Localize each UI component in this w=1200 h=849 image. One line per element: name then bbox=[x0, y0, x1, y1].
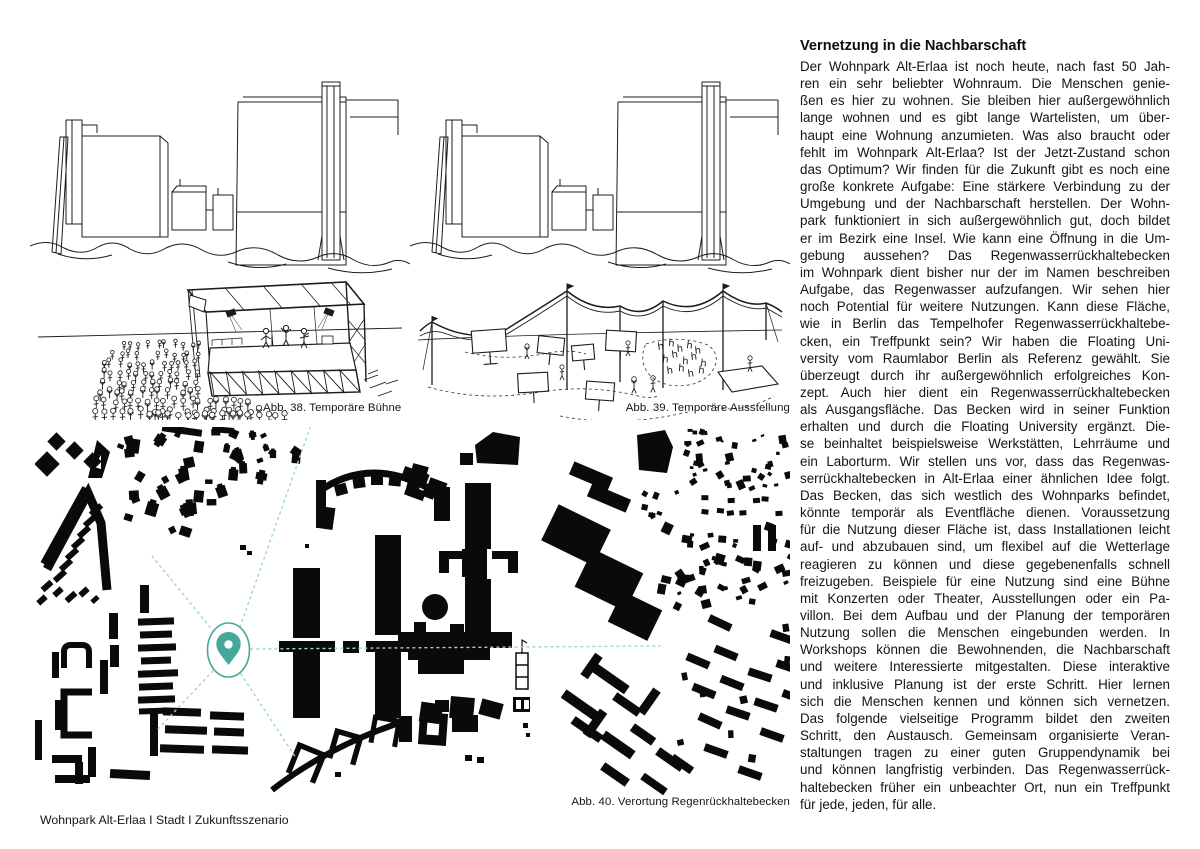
body-line: lange wohnen und es gibt lange Wartelisten, um über- bbox=[800, 110, 1170, 126]
body-text bbox=[800, 58, 1170, 813]
body-line: haupt eine Wohnung anzumieten. Was also braucht oder bbox=[800, 127, 1170, 143]
temporary-exhibition-sketch bbox=[410, 40, 790, 420]
svg-text:h: h bbox=[687, 368, 695, 380]
body-line: könnte temporär als Eventfläche dienen. Voraussetzung bbox=[800, 505, 1170, 521]
svg-text:h: h bbox=[677, 363, 686, 375]
body-line: noch Potential für weitere Nutzungen. Kann diese Fläche, bbox=[800, 299, 1170, 315]
svg-text:h: h bbox=[661, 354, 670, 366]
body-line: mit Konzerten oder Theater, Ausstellungen oder ein Pa- bbox=[800, 590, 1170, 606]
body-line: Das Becken, das sich westlich des Wohnparks befindet, bbox=[800, 487, 1170, 503]
body-line: reagieren zu können und diese gegebenenfalls schnell bbox=[800, 556, 1170, 572]
body-line: cken, ein Treffpunkt sein? Wir haben die Floating Uni- bbox=[800, 333, 1170, 349]
svg-text:h: h bbox=[666, 365, 674, 377]
body-line: villon. Bei dem Aufbau und der Planung der temporären bbox=[800, 608, 1170, 623]
body-line: zept. Auch hier dient ein Regenwasserrückhaltebecken bbox=[800, 384, 1170, 400]
body-line: gebung aussehen? Das Regenwasserrückhaltebecken bbox=[800, 247, 1170, 263]
body-line: staltungen tragen zu einer guten Gruppendynamik bei bbox=[800, 745, 1170, 761]
body-line: als Ausgangsfläche. Das Becken wird in seiner Funktion bbox=[800, 402, 1170, 418]
figure-location-map bbox=[35, 427, 790, 797]
svg-text:h: h bbox=[670, 349, 679, 361]
body-line: auf- und abzubauen sind, um flexibel auf die Wetterlage bbox=[800, 539, 1170, 555]
svg-text:h: h bbox=[681, 356, 689, 368]
text-column bbox=[800, 37, 1170, 813]
svg-text:h: h bbox=[699, 358, 708, 370]
body-line: für jede, jeden, für alle. bbox=[800, 796, 937, 812]
body-line: Workshops können die Bewohnenden, die Nachbarschaft bbox=[800, 642, 1170, 658]
body-line: Der Wohnpark Alt-Erlaa ist noch heute, nach fast 50 Jah- bbox=[800, 59, 1170, 74]
section-heading: Vernetzung in die Nachbarschaft bbox=[800, 38, 1027, 54]
body-line: haltebecken früher ein unbeachter Ort, nun ein Treffpunkt bbox=[800, 779, 1170, 795]
body-line: Umgebung und der Nachbarschaft herstellen. Der Wohn- bbox=[800, 196, 1170, 212]
body-line: Das folgende vielseitige Programm bildet den zweiten bbox=[800, 710, 1170, 726]
body-line: und weitere Interessierte mitgestalten. Diese interaktive bbox=[800, 659, 1170, 675]
body-line: erhalten und durch die Floating University ergänzt. Die- bbox=[800, 419, 1170, 435]
figure-38-caption: Abb. 38. Temporäre Bühne bbox=[263, 402, 402, 414]
figure-39-caption: Abb. 39. Temporäre Ausstellung bbox=[625, 402, 790, 414]
body-line: sich die Menschen kennen und können sich vernetzen. bbox=[800, 693, 1170, 709]
body-line: fehlt im Wohnpark Alt-Erlaa? Ist der Jetzt-Zustand schon bbox=[800, 144, 1170, 160]
body-line: freizugeben. Beispiele für eine Nutzung sind eine Bühne bbox=[800, 573, 1170, 589]
figure-40-caption: Abb. 40. Verortung Regenrückhaltebecken bbox=[571, 796, 790, 808]
body-line: und inklusive Planung ist der erste Schritt. Hier lernen bbox=[800, 676, 1170, 692]
svg-text:h: h bbox=[676, 343, 684, 355]
body-line: überzeugt durch ihr außergewöhnlich erfolgreiches Kon- bbox=[800, 367, 1170, 383]
temporary-stage-sketch bbox=[30, 40, 410, 420]
body-line: versity vom Raumlabor Berlin als Referenz gewählt. Sie bbox=[800, 350, 1170, 366]
svg-text:h: h bbox=[667, 338, 676, 350]
footer-caption: Wohnpark Alt-Erlaa I Stadt I Zukunftsszenario bbox=[40, 813, 289, 827]
body-line: das Optimum? Wir finden für die Zukunft gibt es noch eine bbox=[800, 161, 1170, 177]
body-line: Nutzung sollen die Menschen eingebunden werden. In bbox=[800, 625, 1170, 641]
body-line: ren ein sehr beliebter Wohnraum. Die Menschen genie- bbox=[800, 76, 1170, 92]
svg-text:h: h bbox=[697, 365, 706, 377]
body-line: Aufgabe, das Regenwasser aufzufangen. Wir sehen hier bbox=[800, 282, 1170, 298]
body-line: wie in Berlin das Tempelhofer Regenwasserrückhaltebe- bbox=[800, 316, 1170, 332]
body-line: park funktioniert in sich außergewöhnlich gut, doch bildet bbox=[800, 213, 1170, 229]
svg-text:h: h bbox=[685, 340, 694, 352]
body-line: im Wohnpark dient bisher nur der im Namen beschreiben bbox=[800, 264, 1170, 280]
body-line: serrückhaltebecken in Alt-Erlaa einer ähnlichen Idee folgt. bbox=[800, 470, 1170, 486]
svg-text:h: h bbox=[690, 351, 698, 363]
svg-text:h: h bbox=[694, 345, 702, 357]
location-map bbox=[35, 427, 790, 797]
figure-temporary-stage bbox=[30, 40, 410, 420]
figure-temporary-exhibition bbox=[410, 40, 790, 420]
body-line: für die Nutzung dieser Fläche ist, dass Installationen leicht bbox=[800, 522, 1170, 538]
body-line: und können langfristig verbinden. Das Regenwasserrück- bbox=[800, 762, 1170, 778]
body-line: er im Bezirk eine Insel. Wie kann eine Öffnung in die Um- bbox=[800, 230, 1170, 246]
body-line: se beinhaltet beispielsweise Werkstätten, Lehrräume und bbox=[800, 436, 1170, 452]
body-line: ßen es hier zu wohnen. Sie bleiben hier außergewöhnlich bbox=[800, 93, 1170, 109]
svg-text:h: h bbox=[656, 341, 665, 353]
body-line: große konkrete Aufgabe: Eine stärkere Verbindung zu der bbox=[800, 179, 1170, 195]
body-line: Schritt, den Austausch. Gemeinsam organisierte Veran- bbox=[800, 728, 1170, 744]
body-line: ein Laborturm. Wir stellen uns vor, dass das Regenwas- bbox=[800, 453, 1170, 469]
